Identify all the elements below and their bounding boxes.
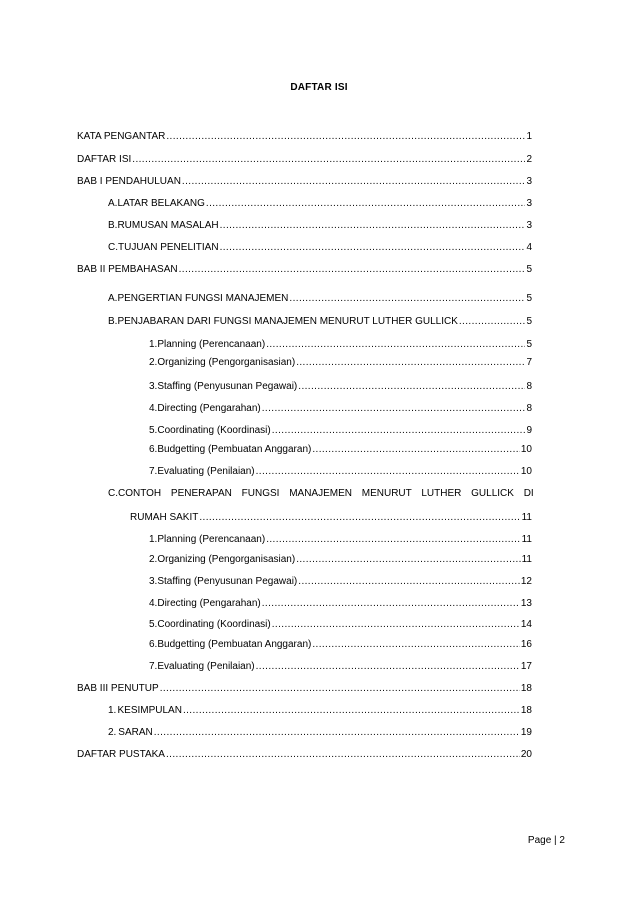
toc-entry-number: 3. [149, 576, 158, 587]
toc-entry-text: Planning (Perencanaan) [157, 534, 266, 545]
toc-entry-text: Organizing (Pengorganisasian) [157, 357, 296, 368]
toc-entry-number: 7. [149, 661, 158, 672]
toc-page-number: 8 [526, 403, 532, 414]
toc-entry-pengertian-fungsi[interactable] [108, 292, 532, 306]
toc-entry-number: B. [108, 220, 118, 231]
toc-page-number: 14 [520, 619, 532, 630]
dot-leader [296, 356, 525, 370]
toc-entry-text: Coordinating (Koordinasi) [157, 619, 271, 630]
dot-leader [220, 219, 526, 233]
toc-entry-number: C. [108, 488, 118, 499]
toc-entry-text: KESIMPULAN [117, 705, 182, 716]
dot-leader [183, 704, 520, 718]
dot-leader [272, 424, 526, 438]
toc-page-number: 18 [520, 705, 532, 716]
toc-entry-number: 2. [149, 554, 158, 565]
toc-entry-text: BAB III PENUTUP [77, 683, 159, 694]
dot-leader [266, 338, 525, 352]
toc-entry-b-organizing[interactable] [149, 356, 532, 370]
toc-page-number: 1 [526, 131, 532, 142]
toc-page-number: 11 [521, 554, 532, 565]
dot-leader [166, 130, 525, 144]
toc-entry-number: B. [108, 316, 118, 327]
toc-entry-text: Staffing (Penyusunan Pegawai) [157, 381, 298, 392]
toc-entry-b-staffing[interactable] [149, 380, 532, 394]
toc-entry-bab2[interactable] [77, 263, 532, 277]
toc-entry-text: Budgetting (Pembuatan Anggaran) [157, 444, 312, 455]
toc-entry-c-budgetting[interactable] [149, 638, 532, 652]
toc-entry-number: 3. [149, 381, 158, 392]
dot-leader [166, 748, 520, 762]
toc-entry-text: BAB I PENDAHULUAN [77, 176, 181, 187]
toc-entry-b-budgetting[interactable] [149, 443, 532, 457]
toc-entry-text: DAFTAR ISI [77, 154, 132, 165]
toc-entry-number: 6. [149, 639, 158, 650]
toc-entry-text: Directing (Pengarahan) [157, 403, 261, 414]
toc-entry-number: 2. [149, 357, 158, 368]
toc-entry-number: 5. [149, 425, 158, 436]
toc-entry-penjabaran-fungsi[interactable] [108, 315, 532, 329]
toc-entry-number: C. [108, 242, 118, 253]
dot-leader [256, 660, 520, 674]
toc-page-number: 5 [526, 316, 532, 327]
toc-page-number: 19 [520, 727, 532, 738]
toc-entry-c-directing[interactable] [149, 597, 532, 611]
document-title: DAFTAR ISI [290, 82, 348, 93]
toc-entry-number: 1. [149, 534, 158, 545]
dot-leader [220, 241, 526, 255]
toc-entry-text: Budgetting (Pembuatan Anggaran) [157, 639, 312, 650]
toc-page-number: 3 [526, 198, 532, 209]
toc-page-number: 3 [526, 220, 532, 231]
toc-entry-b-evaluating[interactable] [149, 465, 532, 479]
toc-page-number: 2 [526, 154, 532, 165]
toc-entry-bab3[interactable] [77, 682, 532, 696]
dot-leader [298, 380, 525, 394]
dot-leader [182, 175, 526, 189]
toc-entry-c-planning[interactable] [149, 533, 532, 547]
toc-entry-contoh-penerapan[interactable] [108, 487, 532, 501]
toc-entry-text: Planning (Perencanaan) [157, 339, 266, 350]
toc-page-number: 12 [520, 576, 532, 587]
dot-leader [132, 153, 525, 167]
toc-entry-text: PENGERTIAN FUNGSI MANAJEMEN [117, 293, 289, 304]
toc-entry-text: Organizing (Pengorganisasian) [157, 554, 296, 565]
dot-leader [296, 553, 520, 567]
dot-leader [160, 682, 520, 696]
toc-page-number: 18 [520, 683, 532, 694]
toc-entry-kata-pengantar[interactable] [77, 130, 532, 144]
toc-page-number: 5 [526, 339, 532, 350]
toc-entry-text-line1: CONTOH PENERAPAN FUNGSI MANAJEMEN MENURUT LUTHER GULLICK DI [118, 488, 534, 499]
toc-page-number: 5 [526, 293, 532, 304]
toc-entry-text: Directing (Pengarahan) [157, 598, 261, 609]
toc-entry-latar-belakang[interactable] [108, 197, 532, 211]
toc-page-number: 4 [526, 242, 532, 253]
toc-page-number: 17 [520, 661, 532, 672]
toc-entry-tujuan-penelitian[interactable] [108, 241, 532, 255]
toc-entry-number: 1. [108, 705, 117, 716]
toc-entry-number: 1. [149, 339, 158, 350]
dot-leader [262, 402, 526, 416]
toc-page-number: 13 [520, 598, 532, 609]
toc-entry-text: Evaluating (Penilaian) [157, 661, 255, 672]
toc-page-number: 5 [526, 264, 532, 275]
toc-entry-c-coordinating[interactable] [149, 618, 532, 632]
toc-page-number: 9 [526, 425, 532, 436]
toc-entry-text: LATAR BELAKANG [117, 198, 205, 209]
toc-entry-text-line2: RUMAH SAKIT [130, 512, 199, 523]
toc-page-number: 10 [520, 466, 532, 477]
dot-leader [266, 533, 520, 547]
toc-entry-text: Staffing (Penyusunan Pegawai) [157, 576, 298, 587]
toc-entry-daftar-isi[interactable] [77, 153, 532, 167]
toc-entry-kesimpulan[interactable] [108, 704, 532, 718]
dot-leader [199, 511, 520, 525]
dot-leader [312, 638, 520, 652]
toc-entry-number: 2. [108, 727, 117, 738]
toc-entry-b-coordinating[interactable] [149, 424, 532, 438]
toc-entry-c-staffing[interactable] [149, 575, 532, 589]
toc-page-number: 7 [526, 357, 532, 368]
toc-entry-number: 5. [149, 619, 158, 630]
toc-entry-b-directing[interactable] [149, 402, 532, 416]
toc-entry-text: BAB II PEMBAHASAN [77, 264, 178, 275]
toc-entry-text: PENJABARAN DARI FUNGSI MANAJEMEN MENURUT LUTHER GULLICK [117, 316, 458, 327]
toc-entry-text: RUMUSAN MASALAH [117, 220, 219, 231]
dot-leader [179, 263, 526, 277]
toc-entry-contoh-penerapan-cont[interactable] [130, 511, 532, 525]
dot-leader [206, 197, 526, 211]
toc-page-number: 8 [526, 381, 532, 392]
toc-entry-number: A. [108, 293, 118, 304]
toc-entry-bab1[interactable] [77, 175, 532, 189]
toc-entry-b-planning[interactable] [149, 338, 532, 352]
page-footer: Page | 2 [527, 835, 565, 846]
toc-entry-text: TUJUAN PENELITIAN [118, 242, 219, 253]
toc-entry-c-organizing[interactable] [149, 553, 532, 567]
toc-entry-number: 4. [149, 403, 158, 414]
dot-leader [312, 443, 520, 457]
toc-page-number: 20 [520, 749, 532, 760]
toc-entry-number: A. [108, 198, 118, 209]
toc-page-number: 10 [520, 444, 532, 455]
toc-entry-daftar-pustaka[interactable] [77, 748, 532, 762]
toc-page-number: 11 [521, 534, 532, 545]
dot-leader [256, 465, 520, 479]
toc-entry-saran[interactable] [108, 726, 532, 740]
dot-leader [298, 575, 520, 589]
toc-entry-number: 6. [149, 444, 158, 455]
toc-entry-number: 4. [149, 598, 158, 609]
toc-entry-rumusan-masalah[interactable] [108, 219, 532, 233]
toc-entry-number: 7. [149, 466, 158, 477]
dot-leader [154, 726, 520, 740]
toc-page-number: 16 [520, 639, 532, 650]
toc-entry-c-evaluating[interactable] [149, 660, 532, 674]
dot-leader [262, 597, 520, 611]
dot-leader [459, 315, 526, 329]
toc-page-number: 3 [526, 176, 532, 187]
toc-entry-text: Coordinating (Koordinasi) [157, 425, 271, 436]
dot-leader [289, 292, 525, 306]
toc-entry-text: DAFTAR PUSTAKA [77, 749, 165, 760]
toc-entry-text: SARAN [118, 727, 153, 738]
toc-entry-text: KATA PENGANTAR [77, 131, 166, 142]
toc-entry-text: Evaluating (Penilaian) [157, 466, 255, 477]
toc-page-number: 11 [521, 512, 532, 523]
dot-leader [272, 618, 520, 632]
